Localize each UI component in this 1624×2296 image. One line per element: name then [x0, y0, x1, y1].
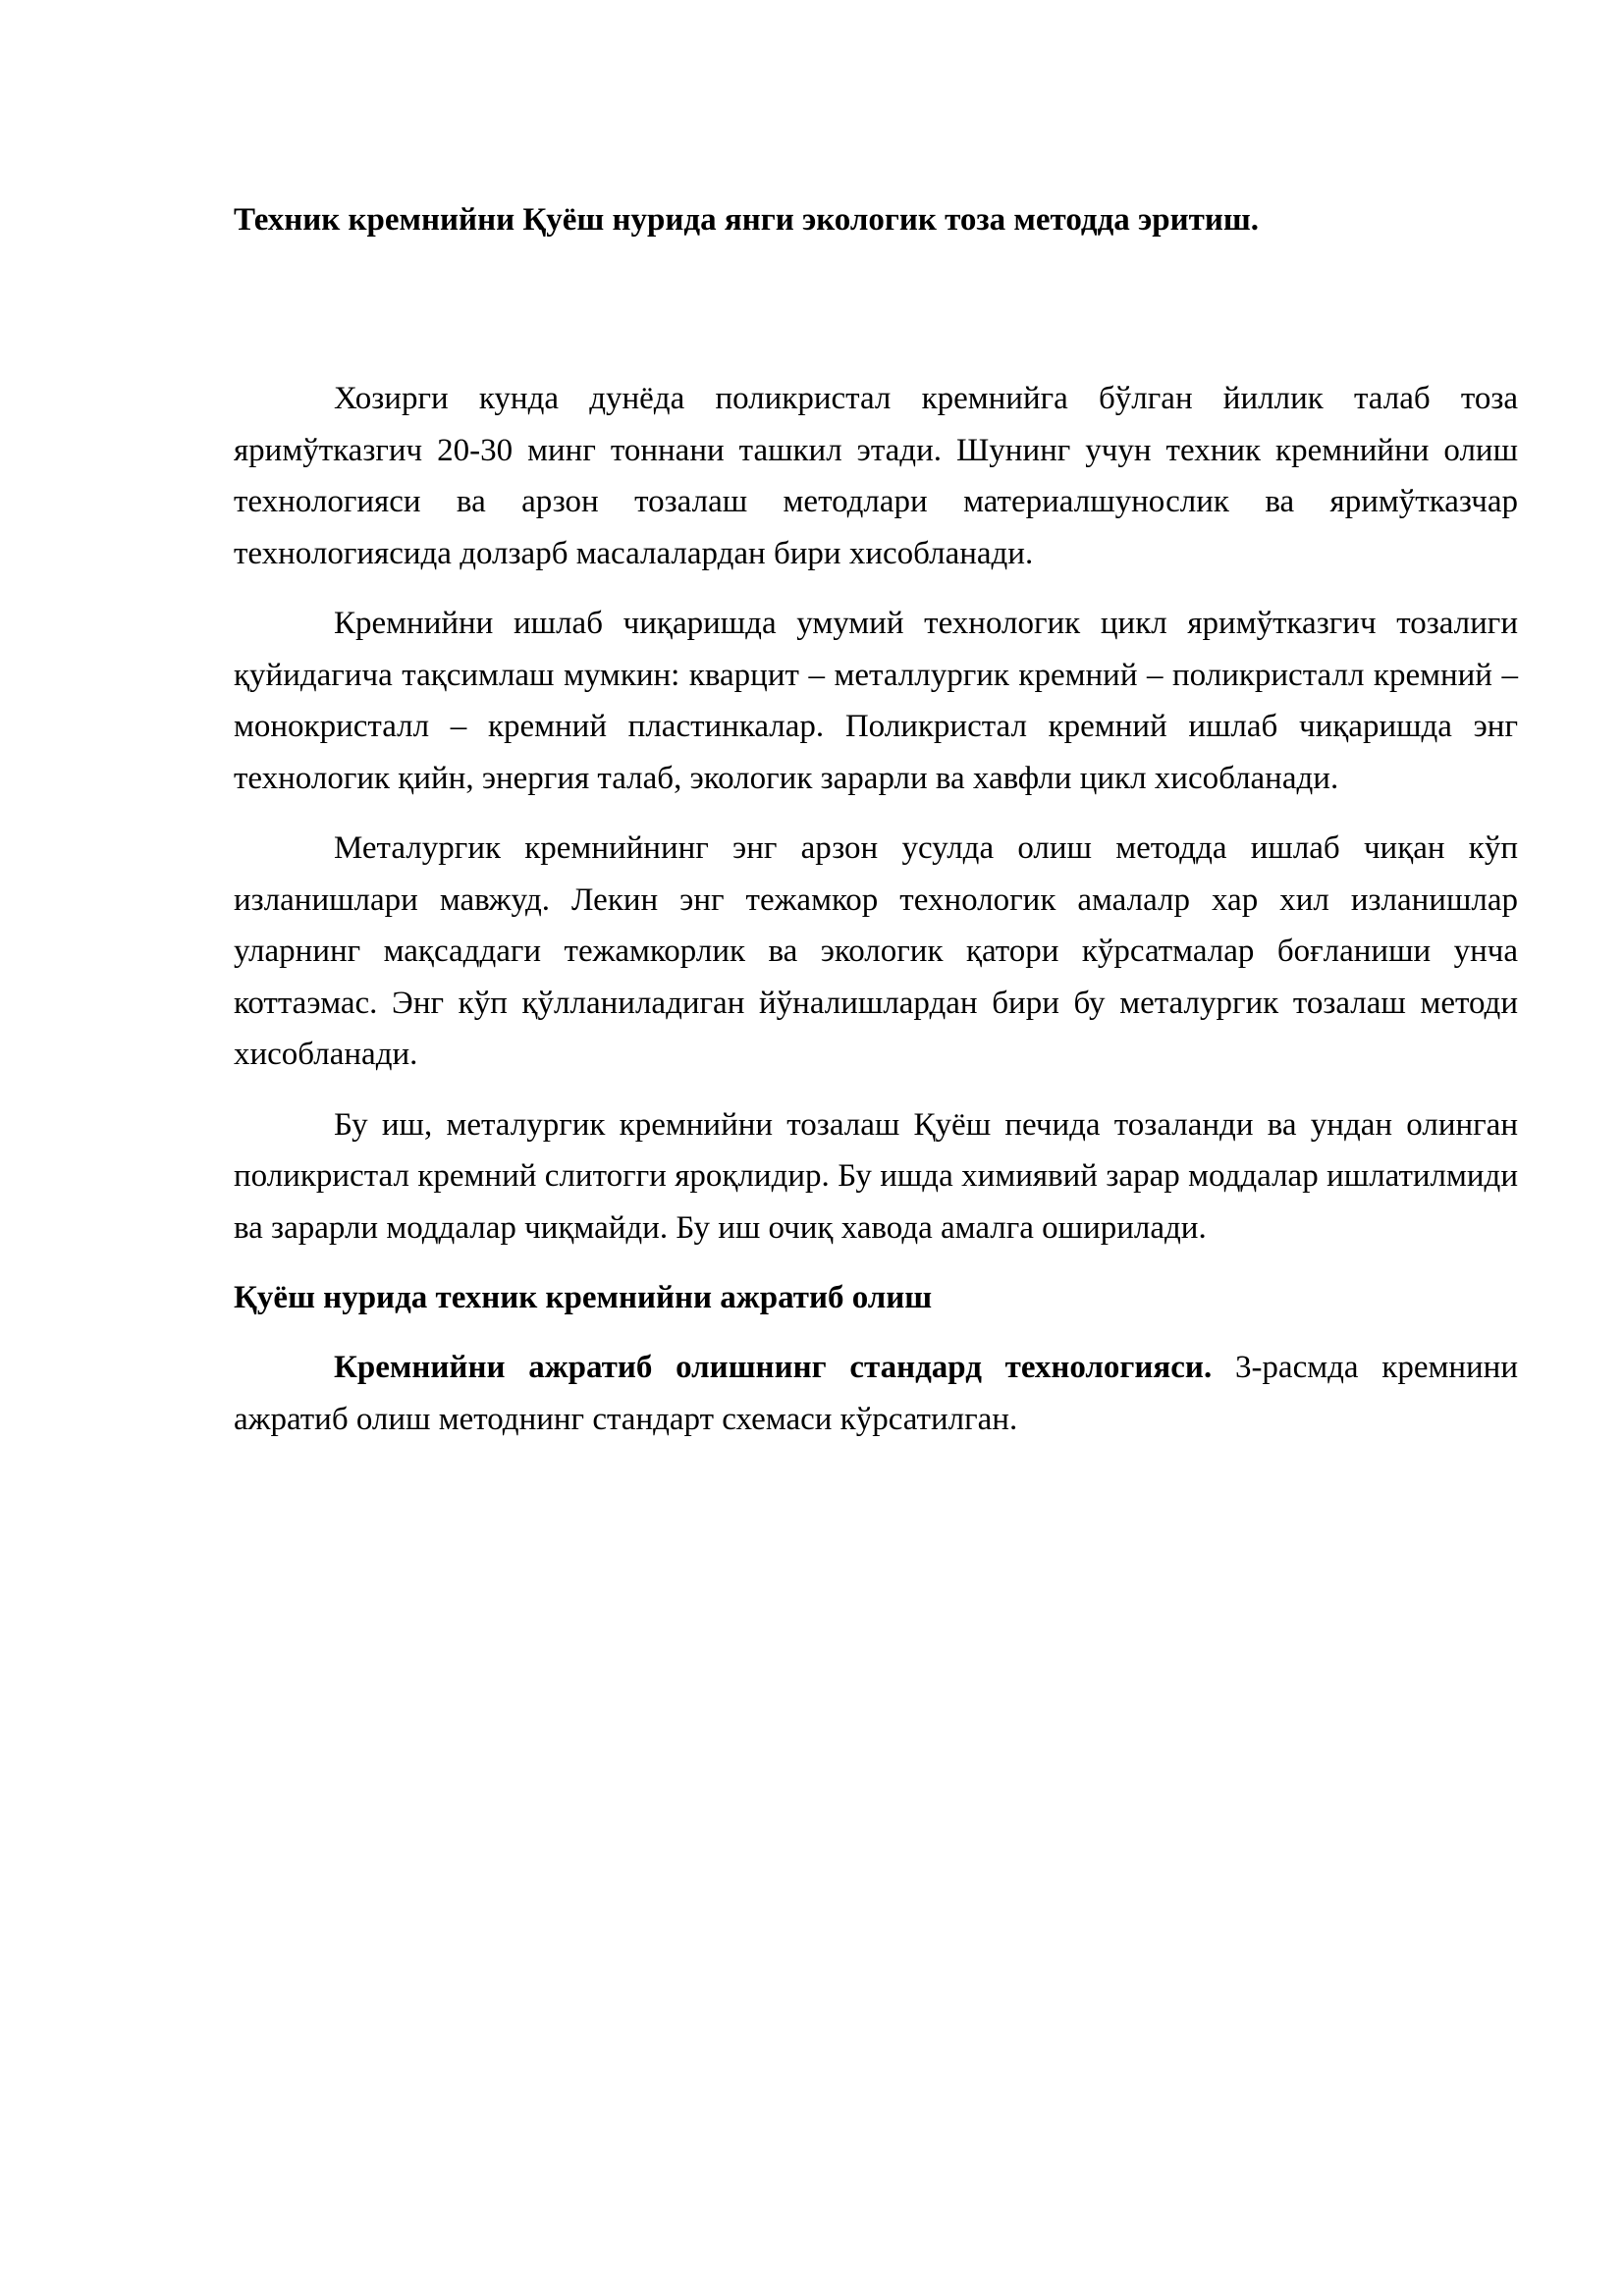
paragraph-4: Бу иш, металургик кремнийни тозалаш Қуёш печида тозаланди ва ундан олинган поликристал кремний слитогги яроқлидир. Бу ишда химиявий зарар моддалар ишлатилмиди ва зарарли моддалар чиқмайди. Бу иш очиқ хавода амалга оширилади. [234, 1106, 1518, 1246]
paragraph-2: Кремнийни ишлаб чиқаришда умумий технологик цикл яримўтказгич тозалиги қуйидагича тақсимлаш мумкин: кварцит – металлургик кремний – поликристалл кремний – монокристалл – кремний пластинкалар. Поликристал кремний ишлаб чиқаришда энг технологик қийн, энергия талаб, экологик зарарли ва хавфли цикл хисобланади. [234, 606, 1518, 796]
document-title: Техник кремнийни Қуёш нурида янги экологик тоза методда эритиш. [234, 202, 1259, 238]
paragraph-1: Хозирги кунда дунёда поликристал кремнийга бўлган йиллик талаб тоза яримўтказгич 20-30 минг тоннани ташкил этади. Шунинг учун техник кремнийни олиш технологияси ва арзон тозалаш методлари материалшунослик ва яримўтказчар технологиясида долзарб масалалардан бири хисобланади. [234, 381, 1518, 571]
paragraph-5-lead: Кремнийни ажратиб олишнинг стандард технологияси. [334, 1350, 1213, 1385]
document-page [234, 194, 1518, 1445]
paragraph-5-text: 3-расмда кремнини ажратиб олиш методнинг стандарт схемаси кўрсатилган. [234, 1350, 1518, 1437]
paragraph-3: Металургик кремнийнинг энг арзон усулда олиш методда ишлаб чиқан кўп изланишлари мавжуд. Лекин энг тежамкор технологик амалалр хар хил изланишлар уларнинг мақсаддаги тежамкорлик ва экологик қатори кўрсатмалар боғланиши унча коттаэмас. Энг кўп қўлланиладиган йўналишлардан бири бу металургик тозалаш методи хисобланади. [234, 830, 1518, 1072]
paragraph-5 [234, 1342, 1518, 1445]
section-subheading: Қуёш нурида техник кремнийни ажратиб олиш [234, 1280, 933, 1315]
